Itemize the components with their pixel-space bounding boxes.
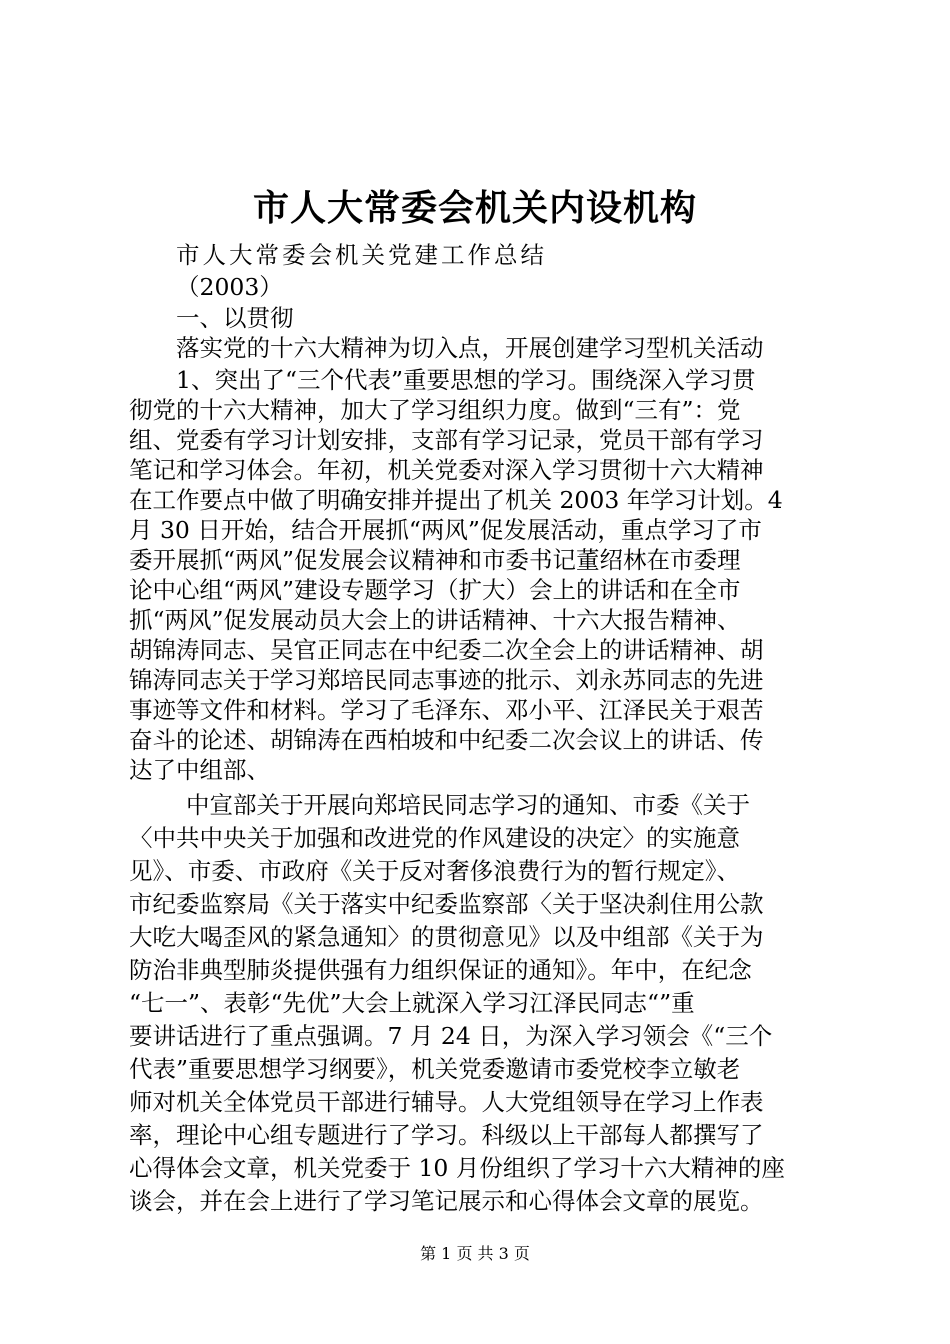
body-line: 事迹等文件和材料。学习了毛泽东、邓小平、江泽民关于艰苦: [129, 696, 764, 724]
body-line: 中宣部关于开展向郑培民同志学习的通知、市委《关于: [186, 791, 750, 819]
body-line: 在工作要点中做了明确安排并提出了机关 2003 年学习计划。4: [129, 486, 783, 514]
body-line: 组、党委有学习计划安排，支部有学习记录，党员干部有学习: [129, 426, 764, 454]
body-line: 达了中组部、: [129, 756, 270, 784]
body-line: 师对机关全体党员干部进行辅导。人大党组领导在学习上作表: [129, 1088, 764, 1116]
body-line: 彻党的十六大精神，加大了学习组织力度。做到“三有”：党: [129, 396, 741, 424]
page-indicator: 第 1 页 共 3 页: [420, 1244, 530, 1263]
section-heading-continued: 落实党的十六大精神为切入点，开展创建学习型机关活动: [176, 334, 764, 362]
body-line: “七一”、表彰“先优”大会上就深入学习江泽民同志“”重: [129, 989, 695, 1017]
section-heading: 一、以贯彻: [176, 304, 294, 332]
body-line: 1、突出了“三个代表”重要思想的学习。围绕深入学习贯: [176, 366, 756, 394]
year-line: （2003）: [176, 273, 283, 301]
body-line: 委开展抓“两风”促发展会议精神和市委书记董绍林在市委理: [129, 546, 741, 574]
body-line: 谈会，并在会上进行了学习笔记展示和心得体会文章的展览。: [129, 1187, 764, 1215]
body-line: 〈中共中央关于加强和改进党的作风建设的决定〉的实施意: [129, 824, 740, 852]
body-line: 论中心组“两风”建设专题学习（扩大）会上的讲话和在全市: [129, 576, 741, 604]
body-line: 笔记和学习体会。年初，机关党委对深入学习贯彻十六大精神: [129, 456, 764, 484]
body-line: 胡锦涛同志、吴官正同志在中纪委二次全会上的讲话精神、胡: [129, 636, 764, 664]
body-line: 心得体会文章，机关党委于 10 月份组织了学习十六大精神的座: [129, 1154, 785, 1182]
body-line: 代表”重要思想学习纲要》，机关党委邀请市委党校李立敏老: [129, 1055, 741, 1083]
body-line: 抓“两风”促发展动员大会上的讲话精神、十六大报告精神、: [129, 606, 741, 634]
body-line: 锦涛同志关于学习郑培民同志事迹的批示、刘永苏同志的先进: [129, 666, 764, 694]
body-line: 防治非典型肺炎提供强有力组织保证的通知》。年中，在纪念: [129, 956, 752, 984]
body-line: 要讲话进行了重点强调。7 月 24 日，为深入学习领会《“三个: [129, 1022, 773, 1050]
body-line: 市纪委监察局《关于落实中纪委监察部〈关于坚决刹住用公款: [129, 890, 764, 918]
body-line: 见》、市委、市政府《关于反对奢侈浪费行为的暂行规定》、: [129, 857, 740, 885]
body-line: 月 30 日开始，结合开展抓“两风”促发展活动，重点学习了市: [129, 516, 762, 544]
body-line: 率，理论中心组专题进行了学习。科级以上干部每人都撰写了: [129, 1121, 764, 1149]
body-line: 奋斗的论述、胡锦涛在西柏坡和中纪委二次会议上的讲话、传: [129, 726, 764, 754]
document-title: 市人大常委会机关内设机构: [252, 187, 697, 229]
body-line: 大吃大喝歪风的紧急通知〉的贯彻意见》以及中组部《关于为: [129, 923, 764, 951]
subtitle-line: 市人大常委会机关党建工作总结: [176, 241, 547, 269]
